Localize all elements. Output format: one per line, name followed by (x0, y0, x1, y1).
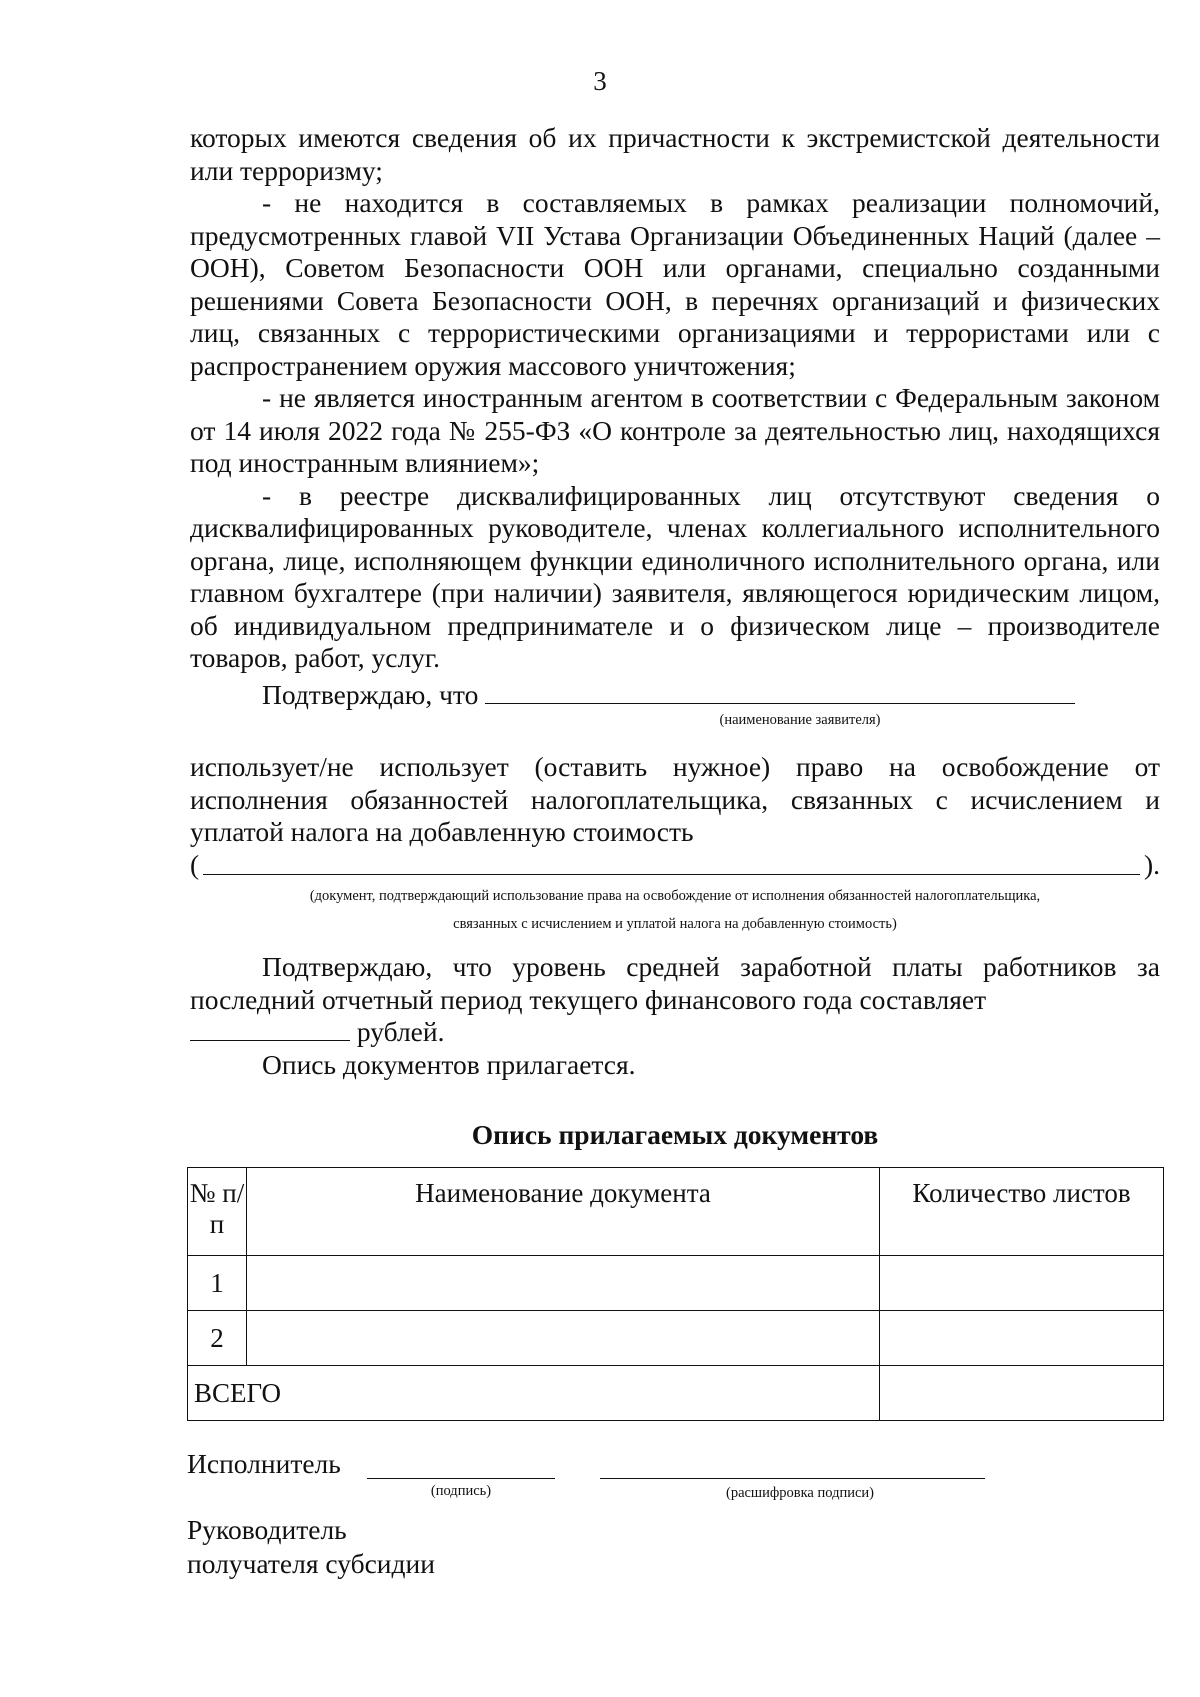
applicant-name-field[interactable] (485, 703, 1075, 704)
table-row (188, 1256, 1164, 1311)
paragraph-extremism: которых имеются сведения об их причастности к экстремистской деятельности или терроризму; (190, 122, 1160, 186)
head-label-1: Руководитель (187, 1514, 347, 1545)
signature-caption: (подпись) (430, 1483, 492, 1499)
row-document-name[interactable] (247, 1311, 880, 1366)
header-document-name: Наименование документа (247, 1168, 880, 1256)
vat-open-paren: ( (190, 848, 200, 880)
row-document-name[interactable] (247, 1256, 880, 1311)
header-num: № п/п (188, 1168, 247, 1256)
row-sheet-count[interactable] (880, 1311, 1164, 1366)
executor-label: Исполнитель (187, 1448, 341, 1479)
paragraph-foreign-agent: - не является иностранным агентом в соответствии с Федеральным законом от 14 июля 2022 года № 255-ФЗ «О контроле за деятельностью лиц, находящихся под иностранным влиянием»; (190, 382, 1160, 478)
head-label-2: получателя субсидии (187, 1548, 435, 1579)
inventory-header-row (188, 1168, 1164, 1256)
vat-doc-caption-1: (документ, подтверждающий использование права на освобождение от исполнения обязанностей налогоплательщика, (309, 888, 1041, 904)
table-row (188, 1311, 1164, 1366)
row-num: 1 (188, 1256, 247, 1311)
salary-amount-field[interactable] (190, 1040, 350, 1041)
confirm-vat-text: использует/не использует (оставить нужное) право на освобождение от исполнения обязанностей налогоплательщика, связанных с исчислением и уплатой налога на добавленную стоимость (190, 751, 1160, 847)
salary-unit: рублей. (356, 1016, 445, 1047)
confirm-vat-lead: Подтверждаю, что (262, 678, 479, 710)
total-sheet-count[interactable] (880, 1366, 1164, 1421)
inventory-table (187, 1167, 1164, 1421)
vat-doc-caption-2: связанных с исчислением и уплатой налога на добавленную стоимость) (453, 916, 897, 932)
salary-amount-line (190, 1016, 1160, 1049)
header-sheet-count: Количество листов (880, 1168, 1164, 1256)
decoding-caption: (расшифровка подписи) (725, 1485, 875, 1501)
confirm-vat-lead-line (190, 679, 1160, 712)
paragraph-disqualified: - в реестре дисквалифицированных лиц отсутствуют сведения о дисквалифицированных руководителе, членах коллегиального исполнительного органа, лице, исполняющем функции единоличного исполнительного органа, или главном бухгалтере (при наличии) заявителя, являющегося юридическим лицом, об индивидуальном предпринимателе и о физическом лице – производителе товаров, работ, услуг. (190, 479, 1160, 673)
applicant-caption: (наименование заявителя) (719, 712, 881, 728)
vat-close-paren: ). (1143, 848, 1160, 880)
paragraph-un-lists: - не находится в составляемых в рамках реализации полномочий, предусмотренных главой VII Устава Организации Объединенных Наций (далее – ООН), Советом Безопасности ООН или органами, специально созданными решениями Совета Безопасности ООН, в перечнях организаций и физических лиц, связанных с террористическими организациями и террористами или с распространением оружия массового уничтожения; (190, 187, 1160, 381)
vat-document-field[interactable] (203, 874, 1140, 875)
total-label: ВСЕГО (188, 1366, 880, 1421)
confirm-salary-text: Подтверждаю, что уровень средней заработной платы работников за последний отчетный период текущего финансового года составляет (190, 951, 1160, 1015)
page-number: 3 (593, 66, 607, 96)
vat-document-line (190, 849, 1160, 882)
attached-note: Опись документов прилагается. (262, 1048, 636, 1080)
total-row (188, 1366, 1164, 1421)
row-num: 2 (188, 1311, 247, 1366)
inventory-title: Опись прилагаемых документов (471, 1119, 879, 1150)
document-body (190, 122, 1160, 1152)
executor-decoding-field[interactable] (600, 1478, 985, 1479)
executor-signature-field[interactable] (367, 1478, 555, 1479)
row-sheet-count[interactable] (880, 1256, 1164, 1311)
